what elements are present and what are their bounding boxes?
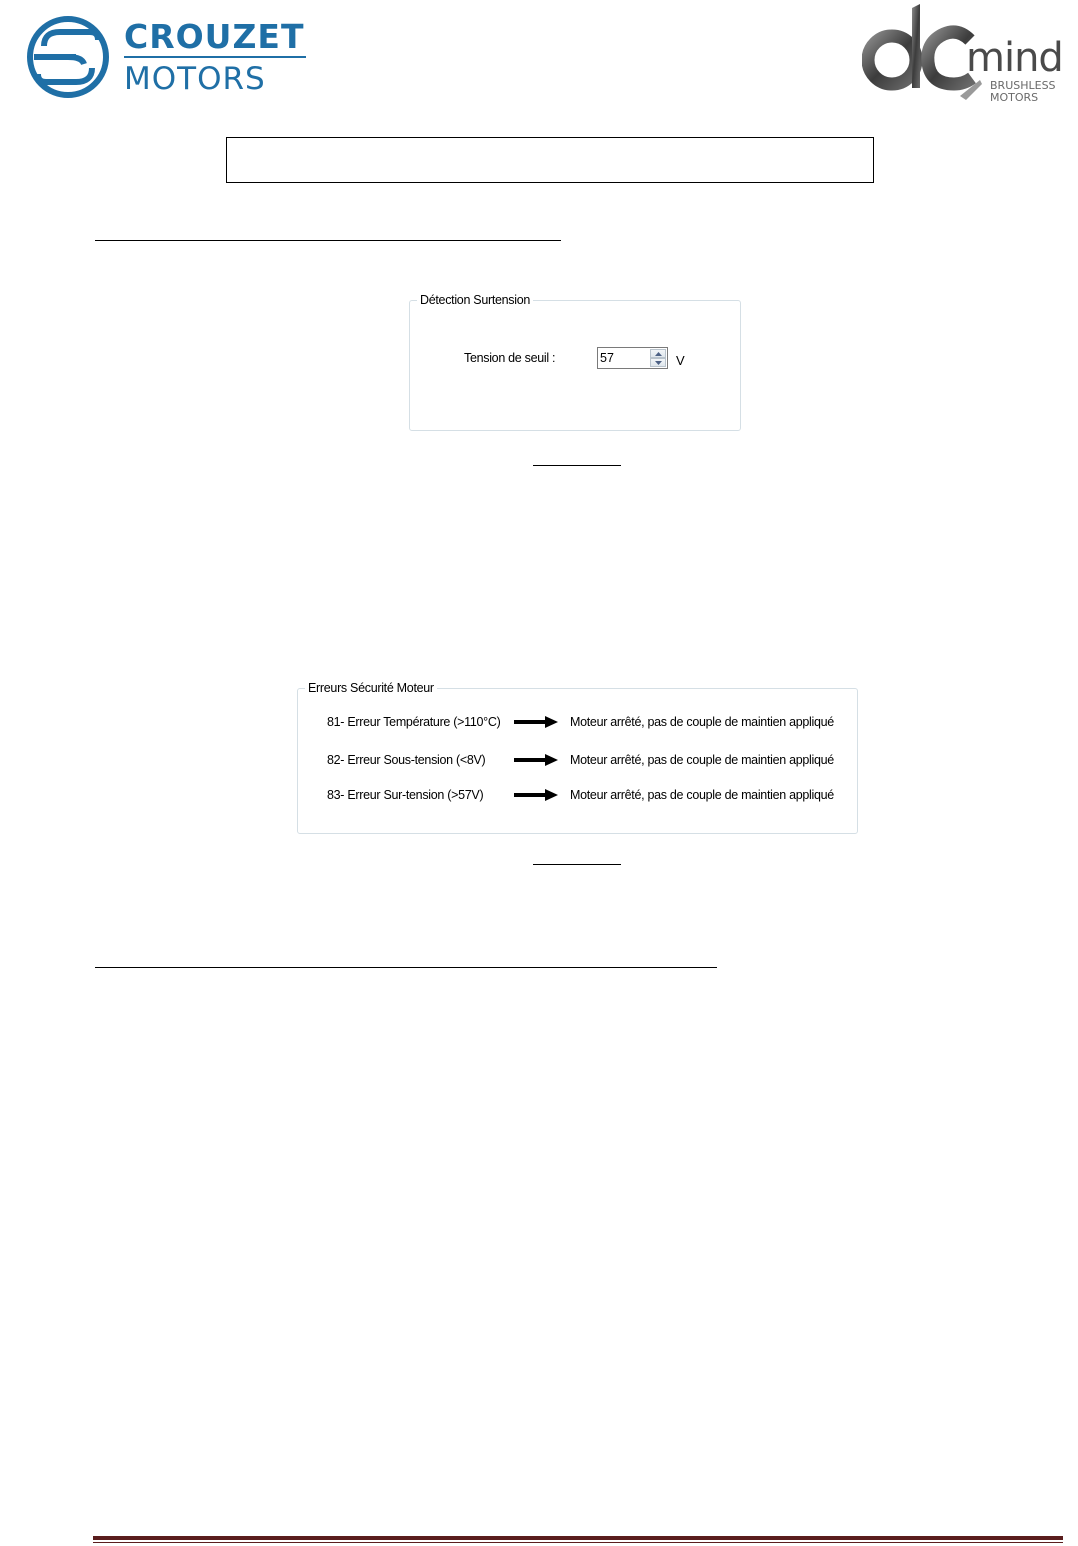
crouzet-motors-logo — [24, 12, 314, 102]
error-label: 81- Erreur Température (>110°C) — [327, 715, 501, 729]
dcmind-wordmark: mind — [966, 35, 1063, 81]
error-label: 82- Erreur Sous-tension (<8V) — [327, 753, 486, 767]
figure-caption-underline — [533, 465, 621, 466]
stepper-up-button[interactable] — [650, 349, 666, 358]
crouzet-emblem-icon — [24, 12, 114, 102]
error-row — [298, 786, 857, 804]
dcmind-emblem-icon — [862, 0, 982, 110]
error-action-text: Moteur arrêté, pas de couple de maintien appliqué — [570, 753, 834, 767]
voltage-unit-label: V — [676, 353, 685, 368]
crouzet-wordmark: CROUZET — [124, 17, 305, 56]
motors-wordmark: MOTORS — [124, 61, 266, 97]
motor-safety-errors-groupbox — [297, 681, 858, 834]
logo-divider — [124, 56, 306, 58]
dcmind-tagline-line2: MOTORS — [990, 91, 1039, 104]
footer-rule-thin — [93, 1542, 1063, 1543]
dcmind-tagline-line1: BRUSHLESS — [990, 79, 1056, 92]
groupbox-title: Détection Surtension — [417, 292, 533, 308]
groupbox-title: Erreurs Sécurité Moteur — [305, 680, 437, 696]
right-arrow-icon — [514, 754, 558, 766]
right-arrow-icon — [514, 789, 558, 801]
threshold-voltage-stepper[interactable] — [597, 347, 668, 369]
error-row — [298, 751, 857, 769]
stepper-down-button[interactable] — [650, 358, 666, 367]
chevron-down-icon — [655, 361, 662, 365]
right-arrow-icon — [514, 716, 558, 728]
dcmind-tagline — [990, 80, 1056, 104]
section-heading-underline — [95, 240, 561, 241]
overvoltage-detection-groupbox — [409, 293, 741, 431]
chevron-up-icon — [655, 352, 662, 356]
error-row — [298, 713, 857, 731]
document-title-box — [226, 137, 874, 183]
section-heading-underline — [95, 967, 717, 968]
threshold-voltage-label: Tension de seuil : — [464, 351, 556, 365]
error-label: 83- Erreur Sur-tension (>57V) — [327, 788, 484, 802]
dcmind-logo — [862, 0, 1078, 110]
error-action-text: Moteur arrêté, pas de couple de maintien appliqué — [570, 788, 834, 802]
figure-caption-underline — [533, 864, 621, 865]
footer-rule — [93, 1536, 1063, 1540]
threshold-voltage-input[interactable] — [599, 349, 650, 367]
error-action-text: Moteur arrêté, pas de couple de maintien appliqué — [570, 715, 834, 729]
stepper-buttons — [650, 349, 666, 367]
